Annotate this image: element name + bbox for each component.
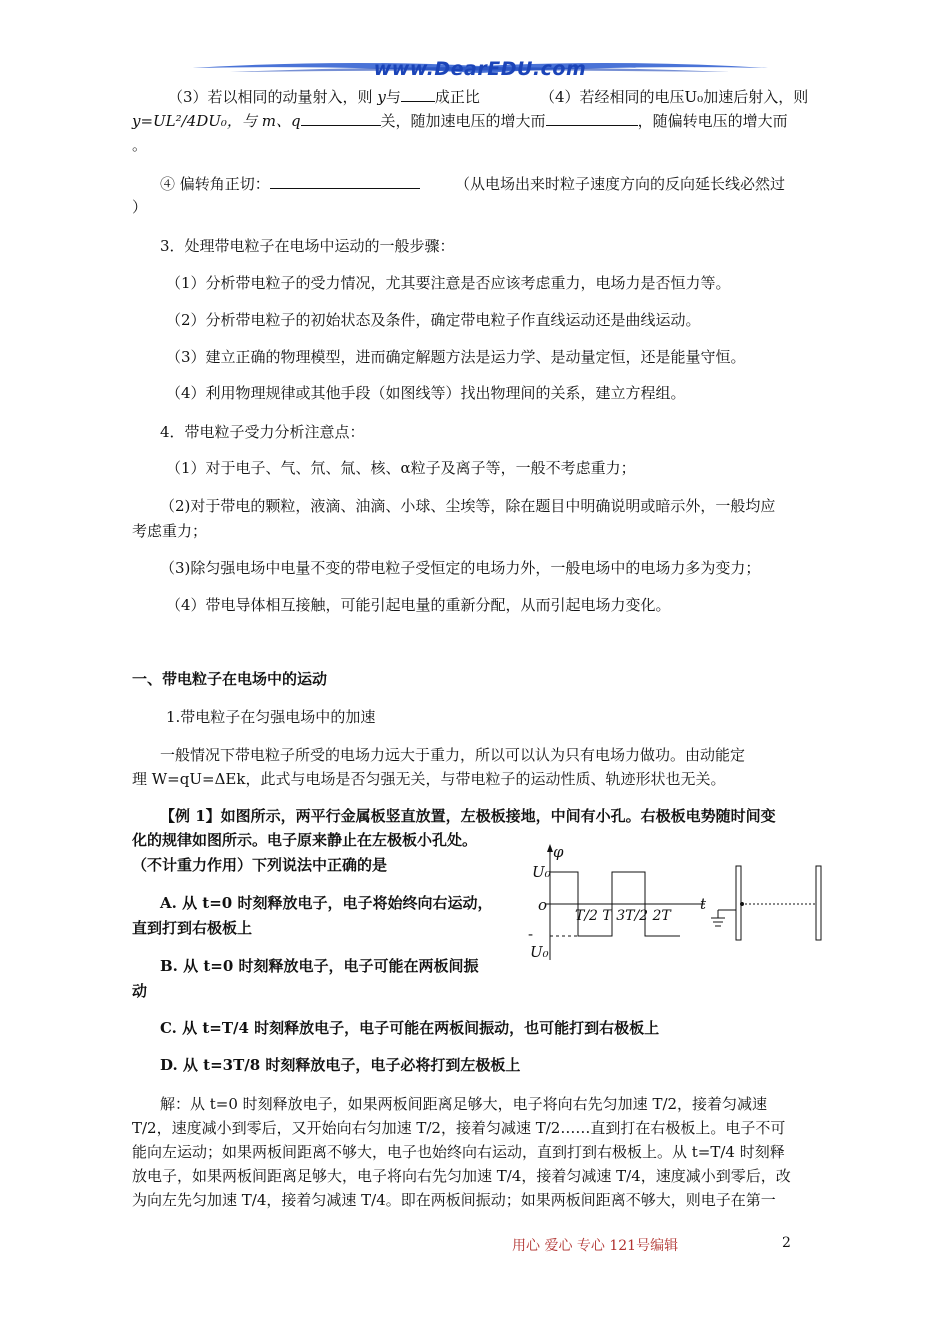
t-axis-label: t [700, 895, 707, 913]
text-b: m、q [261, 112, 301, 130]
u0-bottom-label: U₀ [530, 943, 549, 961]
section-4-item-3: （3)除匀强电场中电量不变的带电粒子受恒定的电场力外，一般电场中的电场力多为变力； [160, 559, 761, 577]
fill-blank [546, 111, 638, 126]
section-4-item-4: （4）带电导体相互接触，可能引起电量的重新分配，从而引起电场力变化。 [166, 596, 671, 614]
line-period: 。 [132, 136, 148, 154]
paragraph-line-1: 一般情况下带电粒子所受的电场力远大于重力，所以可以认为只有电场力做功。由动能定 [160, 746, 746, 764]
left-plate [736, 866, 741, 940]
section-3-item-2: （2）分析带电粒子的初始状态及条件，确定带电粒子作直线运动还是曲线运动。 [166, 311, 701, 329]
text-a: y=UL²/4DU₀，与 [132, 112, 257, 130]
footer-text: 用心 爱心 专心 121号编辑 [512, 1238, 679, 1254]
solution-line-5: 为向左先匀加速 T/4，接着匀减速 T/4。即在两板间振动；如果两板间距离不够大，则电子在第一 [132, 1191, 776, 1209]
fill-blank [301, 111, 381, 126]
text-d: 成正比 [434, 88, 480, 106]
section-3-item-1: （1）分析带电粒子的受力情况，尤其要注意是否应该考虑重力，电场力是否恒力等。 [166, 274, 731, 292]
heading-motion: 一、带电粒子在电场中的运动 [132, 670, 328, 688]
line-momentum [168, 87, 480, 107]
section-3-title: 3．处理带电粒子在电场中运动的一般步骤： [160, 237, 455, 255]
section-4-item-1: （1）对于电子、气、氘、氚、核、α粒子及离子等，一般不考虑重力； [166, 459, 636, 477]
example-1-line-3: （不计重力作用）下列说法中正确的是 [132, 856, 388, 874]
origin-label: o [538, 896, 548, 914]
example-1-line-1: 【例 1】如图所示，两平行金属板竖直放置，左极板接地，中间有小孔。右极板电势随时间变 [160, 807, 776, 825]
solution-line-2: T/2，速度减小到零后，又开始向右匀加速 T/2，接着匀减速 T/2……直到打在右极板上。电子不可 [132, 1119, 786, 1137]
section-4-item-2b: 考虑重力； [132, 522, 208, 540]
u0-top-label: U₀ [532, 863, 551, 881]
line-voltage-accel: （4）若经相同的电压U₀加速后射入，则 [540, 88, 809, 106]
text-c: 与 [385, 88, 401, 106]
section-3-item-3: （3）建立正确的物理模型，进而确定解题方法是运力学、是动量定恒，还是能量守恒。 [166, 348, 746, 366]
logo-text: www.DearEDU.com [373, 58, 587, 80]
option-a-line-1: A. 从 t=0 时刻释放电子，电子将始终向右运动， [160, 894, 493, 912]
example-1-line-2: 化的规律如图所示。电子原来静止在左极板小孔处。 [132, 831, 478, 849]
option-a-line-2: 直到打到右极板上 [132, 919, 253, 937]
text-a: ④ 偏转角正切： [160, 175, 270, 193]
text-d: ，随偏转电压的增大而 [637, 112, 788, 130]
subheading-acceleration: 1.带电粒子在匀强电场中的加速 [166, 708, 376, 726]
fill-blank [270, 174, 420, 189]
paragraph-line-2: 理 W=qU=ΔEk，此式与电场是否匀强无关，与带电粒子的运动性质、轨迹形状也无关。 [132, 770, 726, 788]
line-y-formula [132, 111, 788, 131]
neg-sign-label: - [528, 925, 534, 943]
phi-label: φ [553, 843, 564, 861]
tick-labels: T/2 T 3T/2 2T [575, 908, 671, 924]
line-close-paren: ） [132, 198, 148, 216]
solution-line-3: 能向左运动；如果两板间距离不够大，电子也始终向右运动，直到打到右极板上。从 t=T/4 时刻释 [132, 1143, 785, 1161]
solution-line-4: 放电子，如果两板间距离足够大，电子将向右先匀加速 T/4，接着匀减速 T/4，速度减小到零后，改 [132, 1167, 791, 1185]
option-c: C. 从 t=T/4 时刻释放电子，电子可能在两板间振动，也可能打到右极板上 [160, 1019, 660, 1037]
line-deflection [160, 174, 420, 194]
section-4-title: 4．带电粒子受力分析注意点： [160, 423, 365, 441]
option-d: D. 从 t=3T/8 时刻释放电子，电子必将打到左极板上 [160, 1056, 521, 1074]
text-a: （3）若以相同的动量射入，则 [168, 88, 373, 106]
solution-line-1: 解：从 t=0 时刻释放电子，如果两板间距离足够大，电子将向右先匀加速 T/2，接着匀减速 [160, 1095, 768, 1113]
right-plate [816, 866, 821, 940]
line-deflection-note: （从电场出来时粒子速度方向的反向延长线必然过 [455, 175, 786, 193]
option-b-line-1: B. 从 t=0 时刻释放电子，电子可能在两板间振 [160, 957, 479, 975]
text-b: y [377, 88, 386, 106]
text-c: 关，随加速电压的增大而 [380, 112, 546, 130]
figure-potential-graph [520, 840, 830, 970]
option-b-line-2: 动 [132, 982, 148, 1000]
electron-dot [740, 902, 744, 906]
header-logo [190, 56, 770, 86]
fill-blank [401, 87, 435, 102]
potential-graph-svg [520, 840, 830, 970]
section-4-item-2a: （2)对于带电的颗粒，液滴、油滴、小球、尘埃等，除在题目中明确说明或暗示外，一般均应 [160, 497, 776, 515]
section-3-item-4: （4）利用物理规律或其他手段（如图线等）找出物理间的关系，建立方程组。 [166, 384, 686, 402]
page-number: 2 [782, 1235, 791, 1251]
